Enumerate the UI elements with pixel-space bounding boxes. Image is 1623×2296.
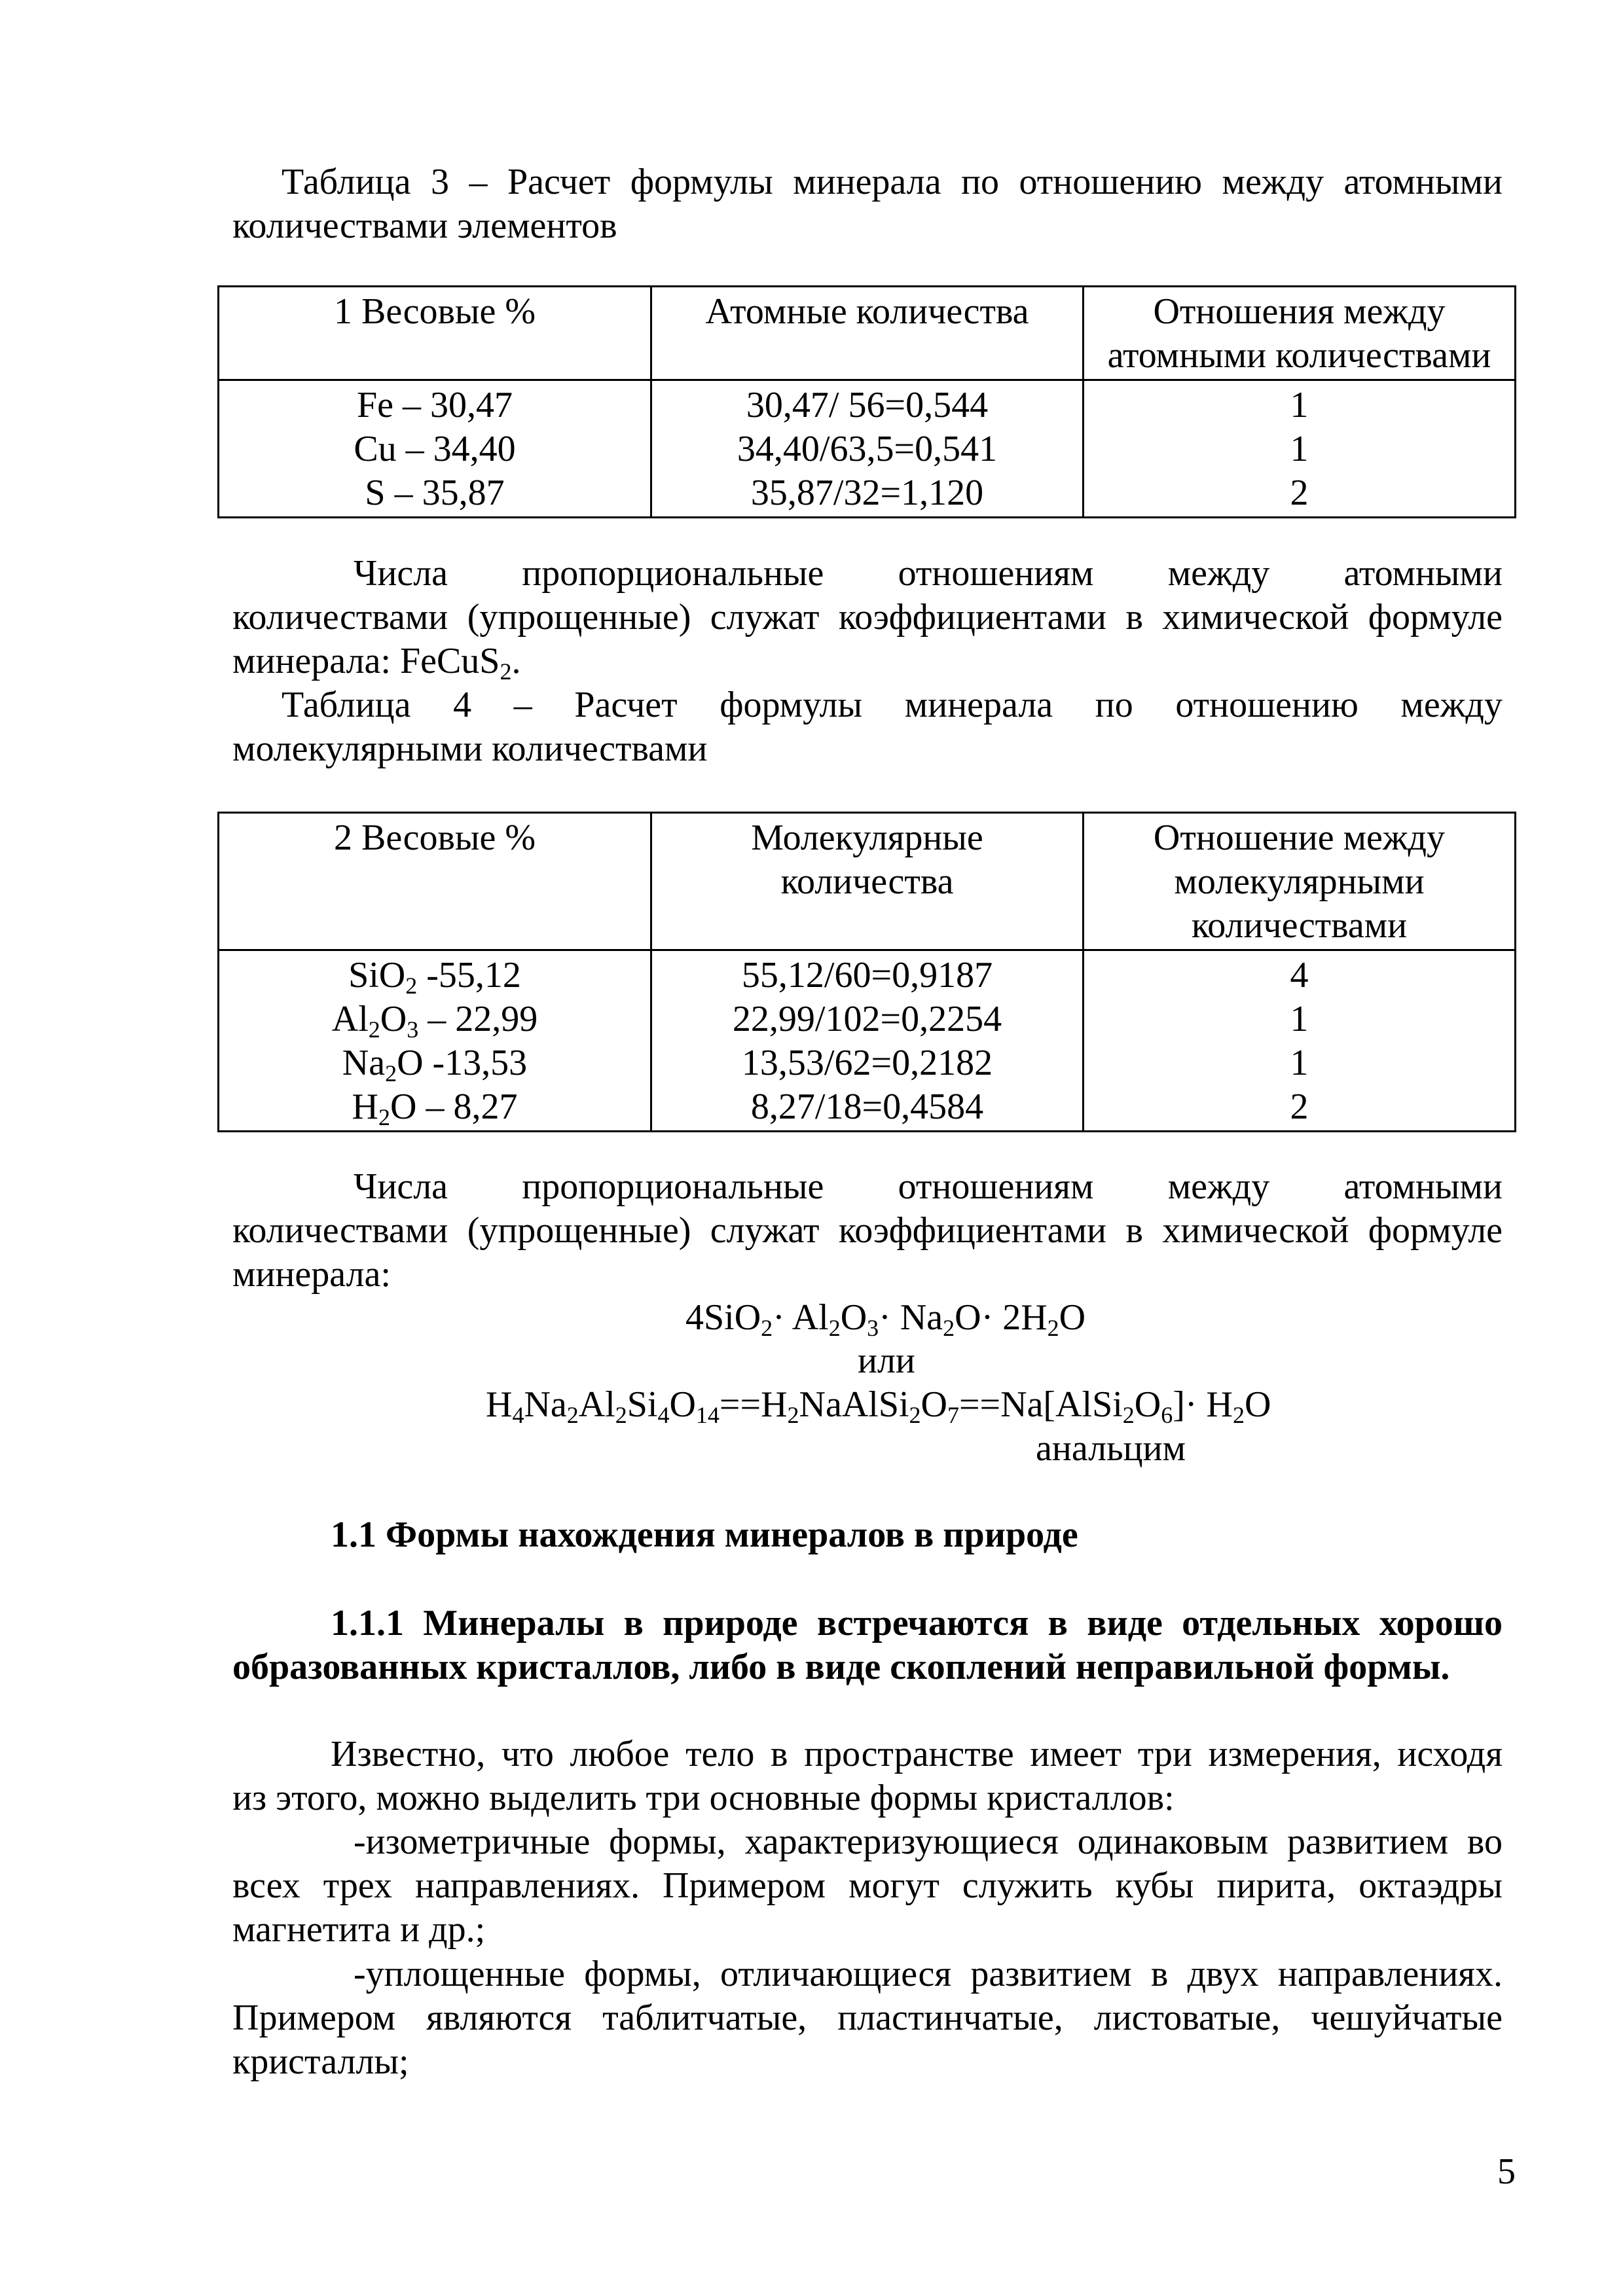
section-heading: 1.1 Формы нахождения минералов в природе: [331, 1515, 1078, 1555]
table3-caption-line1: Таблица 3 – Расчет формулы минерала по отношению между атомными: [282, 162, 1503, 202]
table-row: 8,27/18=0,4584: [750, 1086, 984, 1127]
formula-or: или: [858, 1340, 915, 1381]
bullet-1-line1: -изометричные формы, характеризующиеся одинаковым развитием во: [354, 1821, 1503, 1862]
table-row: 1: [1290, 999, 1309, 1039]
table-row: $Al_2O_3 - 22,99$: [331, 999, 538, 1043]
table-row: Cu – 34,40: [354, 429, 516, 469]
table-row: 1: [1290, 1043, 1309, 1083]
table-row: 22,99/102=0,2254: [732, 999, 1002, 1039]
bullet-2-line1: -уплощенные формы, отличающиеся развитием в двух направлениях.: [354, 1954, 1503, 1994]
table-row: Fe – 30,47: [357, 385, 513, 425]
table3-header-ratio: Отношения между атомными количествами: [1084, 287, 1516, 380]
paragraph-3-line1: Известно, что любое тело в пространстве имеет три измерения, исходя: [331, 1734, 1503, 1774]
table4-body: [219, 950, 1516, 1132]
table4-caption: [232, 683, 1503, 771]
table3-caption: [232, 160, 1503, 248]
paragraph-2-line3: минерала:: [232, 1254, 391, 1295]
bullet-2-line3: кристаллы;: [232, 2041, 409, 2082]
table-row: 2: [1290, 473, 1309, 513]
table-row: 55,12/60=0,9187: [741, 955, 993, 996]
subsection-heading-line1: 1.1.1 Минералы в природе встречаются в виде отдельных хорошо: [331, 1603, 1503, 1643]
table-row: 13,53/62=0,2182: [741, 1043, 993, 1083]
table3-header-weight: 1 Весовые %: [219, 287, 651, 380]
table3-body: [219, 380, 1516, 518]
paragraph-3: [232, 1732, 1503, 1820]
table4-col-ratio: [1084, 950, 1516, 1132]
table3-col-ratio: [1084, 380, 1516, 518]
table3-col-weight: [219, 380, 651, 518]
table-row: $Na_2O$ -13,53: [342, 1043, 528, 1086]
table-row: 34,40/63,5=0,541: [737, 429, 998, 469]
table-row: S – 35,87: [365, 473, 505, 513]
formula-1: $4SiO_2\cdot Al_2O_3\cdot Na_2O\cdot 2H_2O$: [685, 1297, 1086, 1341]
list-item: [232, 1952, 1503, 2084]
table-row: 1: [1290, 429, 1309, 469]
paragraph-1-line1: Числа пропорциональные отношениям между атомными: [354, 553, 1503, 594]
paragraph-1: [232, 552, 1503, 683]
paragraph-1-line2: количествами (упрощенные) служат коэффициентами в химической формуле: [232, 597, 1503, 637]
subsection-heading-line2: образованных кристаллов, либо в виде скоплений неправильной формы.: [232, 1647, 1450, 1687]
table3-header-atomic: Атомные количества: [651, 287, 1084, 380]
table-row: 4: [1290, 955, 1309, 996]
list-item: [232, 1820, 1503, 1952]
table3: [217, 285, 1516, 518]
subsection-heading: [232, 1602, 1503, 1689]
paragraph-2-line2: количествами (упрощенные) служат коэффициентами в химической формуле: [232, 1210, 1503, 1251]
table-row: 1: [1290, 385, 1309, 425]
paragraph-2-line1: Числа пропорциональные отношениям между атомными: [354, 1166, 1503, 1207]
table4-header-molecular: Молекулярные количества: [651, 813, 1084, 950]
table3-col-atomic: [651, 380, 1084, 518]
bullet-1-line2: всех трех направлениях. Примером могут служить кубы пирита, октаэдры: [232, 1865, 1503, 1906]
table4-col-weight: [219, 950, 651, 1132]
table4-header-row: [219, 813, 1516, 950]
paragraph-3-line2: из этого, можно выделить три основные формы кристаллов:: [232, 1778, 1175, 1818]
table4-caption-line1: Таблица 4 – Расчет формулы минерала по отношению между: [282, 685, 1503, 725]
table-row: 35,87/32=1,120: [750, 473, 984, 513]
paragraph-2: [232, 1165, 1503, 1297]
table4-col-molecular: [651, 950, 1084, 1132]
table4-header-weight: 2 Весовые %: [219, 813, 651, 950]
table-row: $H_2O - 8,27$: [352, 1086, 518, 1130]
table4-header-ratio: Отношение между молекулярными количествами: [1084, 813, 1516, 950]
table-row: 30,47/ 56=0,544: [746, 385, 989, 425]
bullet-2-line2: Примером являются таблитчатые, пластинчатые, листоватые, чешуйчатые: [232, 1998, 1503, 2038]
formula-2: $H_4Na_2Al_2Si_4O_{14}==H_2NaAlSi_2O_7==Na[AlSi_2O_6]\cdot H_2O$: [486, 1384, 1271, 1428]
paragraph-1-line3: минерала: FeCuS$_2$.: [232, 641, 521, 685]
table-row: 2: [1290, 1086, 1309, 1127]
table3-header-row: [219, 287, 1516, 380]
table4-caption-line2: молекулярными количествами: [232, 728, 708, 769]
page-number: 5: [1497, 2151, 1516, 2192]
bullet-1-line3: магнетита и др.;: [232, 1909, 486, 1950]
formula-mineral-name: анальцим: [1036, 1428, 1186, 1469]
table3-caption-line2: количествами элементов: [232, 206, 617, 246]
table4: [217, 812, 1516, 1132]
table-row: SiO$_2$ -55,12: [348, 955, 521, 999]
